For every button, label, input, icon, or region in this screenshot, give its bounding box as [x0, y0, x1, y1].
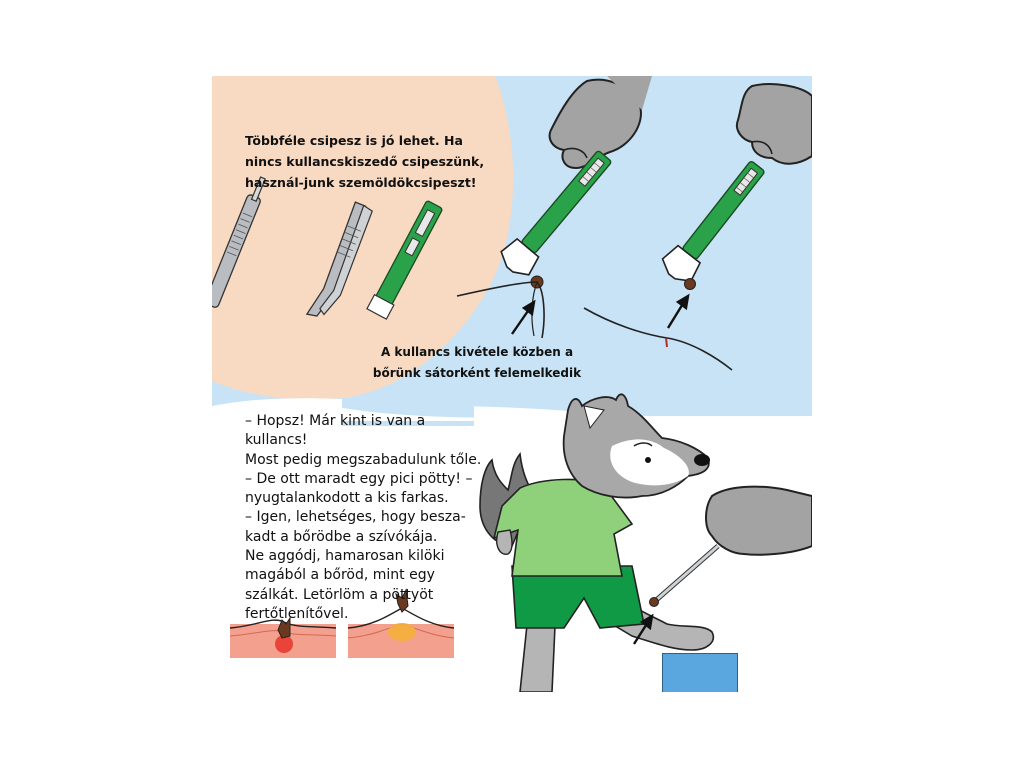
tick-icon	[685, 279, 696, 290]
story-line: nyugtalankodott a kis farkas.	[245, 490, 449, 507]
story-line: kadt a bőrödbe a szívókája.	[245, 528, 438, 545]
story-line: – De ott maradt egy pici pötty! –	[245, 470, 473, 487]
story-line: fertőtlenítővel.	[245, 605, 349, 622]
hand-icon	[706, 487, 812, 555]
blue-step-box	[662, 653, 738, 692]
story-line: – Igen, lehetséges, hogy besza-	[245, 509, 466, 526]
story-line: Ne aggódj, hamarosan kilöki	[245, 548, 445, 565]
story-text	[245, 412, 485, 624]
book-page	[212, 76, 812, 692]
story-line: Most pedig megszabadulunk tőle.	[245, 451, 482, 468]
story-line: magából a bőröd, mint egy	[245, 567, 435, 584]
tick-icon	[650, 598, 659, 607]
wolf-arm	[497, 530, 512, 554]
story-line: – Hopsz! Már kint is van a kullancs!	[245, 413, 426, 449]
story-line: szálkát. Letörlöm a pöttyöt	[245, 586, 434, 603]
tools-note: Többféle csipesz is jó lehet. Ha nincs kullancskiszedő csipeszünk, használ-junk szemöldökcsipeszt!	[245, 133, 485, 190]
skin-note: A kullancs kivétele közben a bőrünk sátorként felemelkedik	[372, 345, 582, 380]
